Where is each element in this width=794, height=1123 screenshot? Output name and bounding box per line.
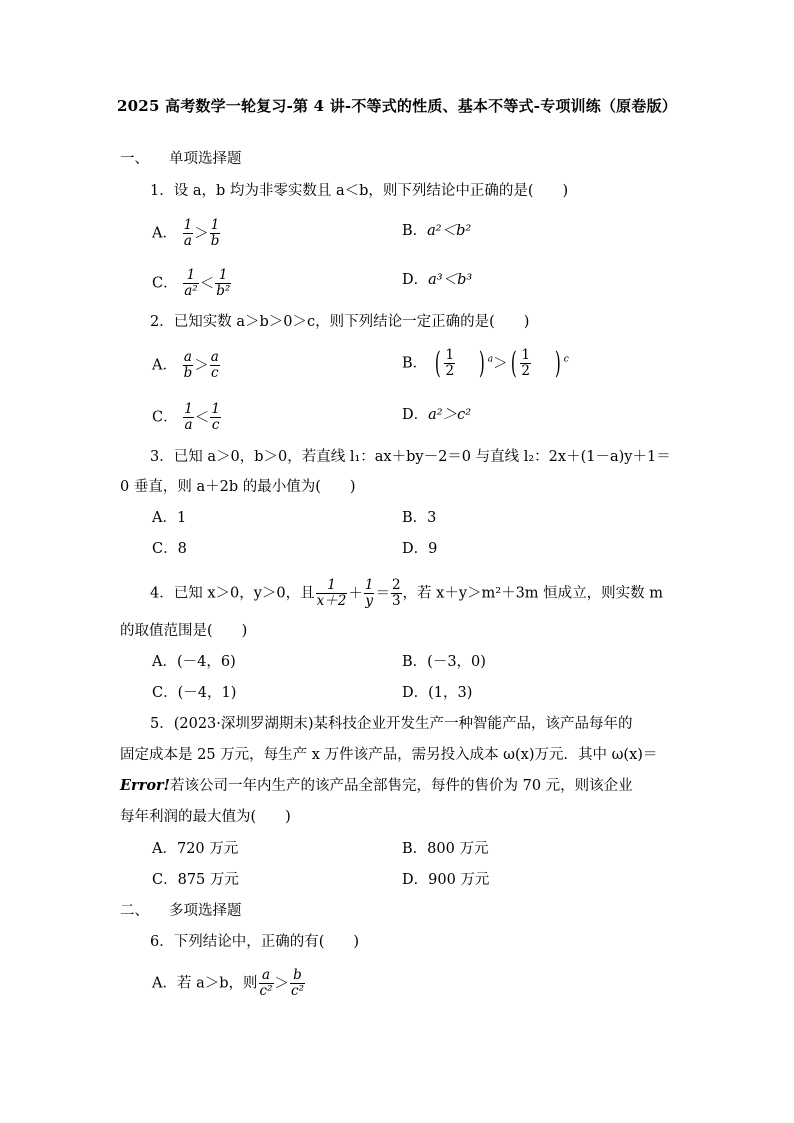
fraction: $\frac{1}{a}$ <box>183 217 193 249</box>
fraction: $\frac{1}{a}$ <box>184 401 193 433</box>
fraction: $\frac{a}{\text{c²}}$ <box>259 967 273 999</box>
question-3-stem-line2: 0 垂直，则 a＋2b 的最小值为( ) <box>120 479 356 495</box>
section-heading-multiple-choice <box>120 901 242 921</box>
q3-option-a: A．1 <box>152 510 187 526</box>
question-5-line3: Error!若该公司一年内生产的该产品全部售完，每件的售价为 70 元，则该企业 <box>120 777 633 794</box>
q2-option-c: C． $\frac{1}{a}$ ＜ $\frac{1}{c}$ <box>152 401 220 433</box>
q1-option-b: B．a²＜b² <box>402 223 472 239</box>
section-number: 一、 <box>120 151 149 167</box>
fraction: $\frac{1}{\text{a²}}$ <box>184 267 198 299</box>
q3-option-c: C．8 <box>152 541 187 557</box>
fraction: $\frac{a}{b}$ <box>183 349 193 381</box>
fraction: $\frac{1}{2}$ <box>445 347 455 379</box>
q3-option-d: D．9 <box>402 541 438 557</box>
page-title: 2025 高考数学一轮复习-第 4 讲-不等式的性质、基本不等式-专项训练（原卷版） <box>117 97 677 115</box>
q6-option-a: A．若 a＞b，则 $\frac{a}{\text{c²}}$ ＞ $\frac{b}{\text{c²}}$ <box>152 967 304 999</box>
section-heading-single-choice <box>120 149 242 169</box>
question-4-stem: 4．已知 x＞0，y＞0，且 $\frac{1}{x+2}$ ＋ $\frac{1}{y}$ ＝ $\frac{2}{3}$ ，若 x＋y＞m²＋3m 恒成立，则实数 m <box>150 577 664 609</box>
section-label: 多项选择题 <box>169 903 242 919</box>
question-6-stem: 6．下列结论中，正确的有( ) <box>150 934 360 950</box>
fraction: $\frac{1}{y}$ <box>364 577 374 609</box>
fraction: $\frac{1}{2}$ <box>521 347 530 379</box>
q1-option-d: D．a³＜b³ <box>402 272 473 288</box>
q5-option-b: B．800 万元 <box>402 841 489 857</box>
section-label: 单项选择题 <box>169 151 242 167</box>
question-5-line2: 固定成本是 25 万元，每生产 x 万件该产品，需另投入成本 ω(x)万元．其中 ω(x)＝ <box>120 747 658 763</box>
section-number: 二、 <box>120 903 149 919</box>
q2-option-a: A． $\frac{a}{b}$ ＞ $\frac{a}{c}$ <box>152 349 219 381</box>
fraction: $\frac{1}{b}$ <box>210 217 220 249</box>
fraction: $\frac{1}{x+2}$ <box>316 577 347 609</box>
question-1-stem: 1．设 a，b 均为非零实数且 a＜b，则下列结论中正确的是( ) <box>150 183 569 199</box>
error-text: Error! <box>120 777 171 794</box>
fraction: $\frac{1}{c}$ <box>211 401 220 433</box>
question-5-line4: 每年利润的最大值为( ) <box>120 809 291 825</box>
fraction: $\frac{a}{c}$ <box>210 349 219 381</box>
q5-option-c: C．875 万元 <box>152 872 239 888</box>
q5-option-a: A．720 万元 <box>152 841 239 857</box>
q2-option-b: B． ( $\frac{1}{2}$ ) $^a$＞( $\frac{1}{2}$ ) $^c$ <box>402 345 569 381</box>
fraction: $\frac{1}{\text{b²}}$ <box>216 267 231 299</box>
fraction: $\frac{2}{3}$ <box>391 577 401 609</box>
fraction: $\frac{b}{\text{c²}}$ <box>291 967 304 999</box>
q4-option-d: D．(1，3) <box>402 685 473 701</box>
q4-option-a: A．(－4，6) <box>152 654 236 670</box>
question-2-stem: 2．已知实数 a＞b＞0＞c，则下列结论一定正确的是( ) <box>150 314 530 330</box>
question-4-stem-line2: 的取值范围是( ) <box>120 623 248 639</box>
q2-option-d: D．a²＞c² <box>402 407 472 423</box>
question-5-line1: 5．(2023·深圳罗湖期末)某科技企业开发生产一种智能产品，该产品每年的 <box>150 716 633 732</box>
q1-option-a: A． $\frac{1}{a}$ ＞ $\frac{1}{b}$ <box>152 217 220 249</box>
q4-option-b: B．(－3，0) <box>402 654 486 670</box>
q3-option-b: B．3 <box>402 510 437 526</box>
question-3-stem-line1: 3．已知 a＞0，b＞0，若直线 l₁：ax＋by－2＝0 与直线 l₂：2x＋(1－a)y＋1＝ <box>150 449 671 465</box>
q5-option-d: D．900 万元 <box>402 872 490 888</box>
q1-option-c: C． $\frac{1}{\text{a²}}$ ＜ $\frac{1}{\text{b²}}$ <box>152 267 231 299</box>
q4-option-c: C．(－4，1) <box>152 685 237 701</box>
